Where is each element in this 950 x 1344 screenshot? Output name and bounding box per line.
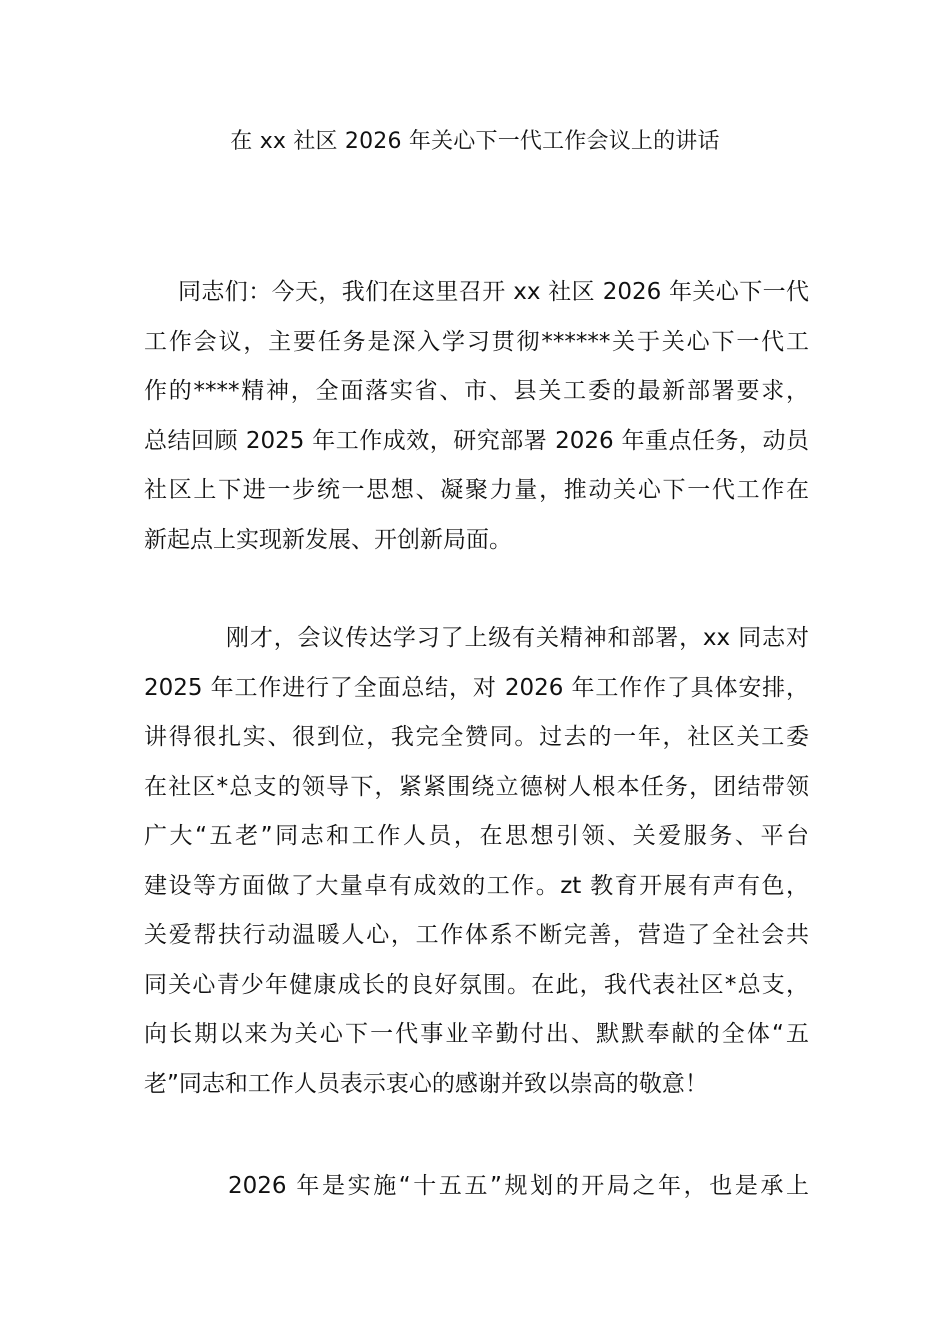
paragraph-line: 作的****精神，全面落实省、市、县关工委的最新部署要求， <box>144 378 809 404</box>
paragraph-2 <box>144 614 809 1109</box>
paragraph-line: 刚才，会议传达学习了上级有关精神和部署，xx 同志对 <box>226 625 809 651</box>
paragraph-line: 建设等方面做了大量卓有成效的工作。zt 教育开展有声有色， <box>144 872 809 899</box>
paragraph-line: 在社区*总支的领导下，紧紧围绕立德树人根本任务，团结带领 <box>144 773 809 800</box>
paragraph-line: 关爱帮扶行动温暖人心，工作体系不断完善，营造了全社会共 <box>144 922 809 948</box>
paragraph-line: 老”同志和工作人员表示衷心的感谢并致以崇高的敬意！ <box>144 1070 708 1097</box>
paragraph-line: 向长期以来为关心下一代事业辛勤付出、默默奉献的全体“五 <box>144 1021 809 1047</box>
paragraph-line: 讲得很扎实、很到位，我完全赞同。过去的一年，社区关工委 <box>144 724 809 750</box>
paragraph-line: 新起点上实现新发展、开创新局面。 <box>144 526 512 553</box>
paragraph-line: 同关心青少年健康成长的良好氛围。在此，我代表社区*总支， <box>144 971 809 998</box>
paragraph-line: 社区上下进一步统一思想、凝聚力量，推动关心下一代工作在 <box>144 477 809 503</box>
paragraph-1 <box>144 268 809 565</box>
paragraph-line: 2026 年是实施“十五五”规划的开局之年，也是承上 <box>228 1173 809 1199</box>
paragraph-line: 总结回顾 2025 年工作成效，研究部署 2026 年重点任务，动员 <box>144 427 809 454</box>
paragraph-line: 同志们：今天，我们在这里召开 xx 社区 2026 年关心下一代 <box>178 279 809 305</box>
paragraph-line: 广大“五老”同志和工作人员，在思想引领、关爱服务、平台 <box>144 823 809 849</box>
paragraph-3 <box>144 1162 809 1212</box>
paragraph-line: 工作会议，主要任务是深入学习贯彻******关于关心下一代工 <box>144 328 809 355</box>
document-title: 在 xx 社区 2026 年关心下一代工作会议上的讲话 <box>230 129 720 154</box>
paragraph-line: 2025 年工作进行了全面总结，对 2026 年工作作了具体安排， <box>144 674 809 701</box>
